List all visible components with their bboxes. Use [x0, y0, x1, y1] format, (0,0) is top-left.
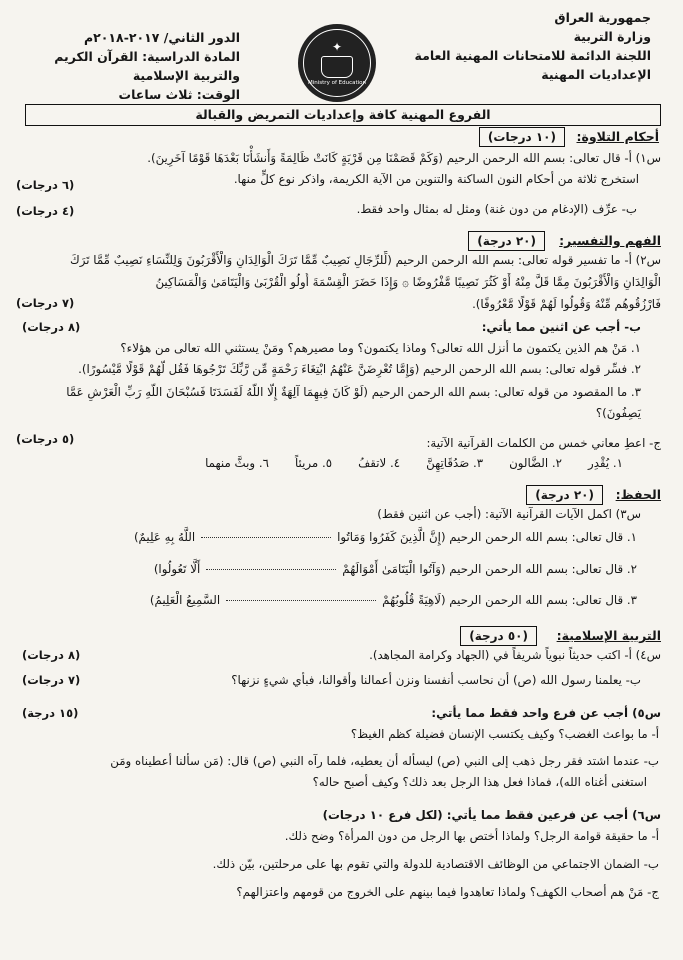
header-country: جمهورية العراق	[554, 10, 651, 25]
verse-completion-line	[154, 560, 637, 578]
question-text: س٥) أجب عن فرع واحد فقط مما يأتي:	[431, 706, 661, 720]
question-marks: (١٥ درجة)	[22, 706, 79, 720]
header-session: الدور الثاني/ ٢٠١٧-٢٠١٨م	[84, 30, 240, 45]
verse-start: ٢. قال تعالى: بسم الله الرحمن الرحيم (وَآتُوا الْيَتَامَىٰ أَمْوَالَهُمْ	[342, 562, 637, 576]
word-item: ٢. الضَّالون	[509, 456, 563, 470]
question-marks: (٧ درجات)	[22, 673, 81, 687]
verse-completion-line	[134, 528, 637, 546]
question-text: أ- ما بواعث الغضب؟ وكيف يكتسب الإنسان فضيلة كظم الغيظ؟	[350, 727, 659, 741]
header-time: الوقت: ثلاث ساعات	[118, 87, 240, 102]
question-text: س٣) اكمل الآيات القرآنية الآتية: (أجب عن اثنين فقط)	[377, 507, 641, 521]
section-title-tilawa: أحكام التلاوة:	[576, 129, 659, 144]
section-title-hifz: الحفظ:	[615, 487, 661, 502]
question-text: ج- مَنْ هم أصحاب الكهف؟ ولماذا تعاهدوا فيما بينهم على الخروج من قومهم واعتزالهم؟	[236, 885, 659, 899]
question-text: س٦) أجب عن فرعين فقط مما يأتي: (لكل فرع ١٠ درجات)	[322, 808, 661, 822]
question-marks: (٧ درجات)	[16, 296, 75, 310]
question-text: ب- عندما اشتد فقر رجل ذهب إلى النبي (ص) ليسأله أن يعطيه، فلما رآه النبي (ص) قال: (مَن سألنا أعطيناه ومَن	[110, 754, 659, 768]
question-text: الْوَالِدَانِ وَالْأَقْرَبُونَ مِمَّا قَلَّ مِنْهُ أَوْ كَثُرَ نَصِيبًا مَّفْرُوضًا ۞ وَإِذَا حَضَرَ الْقِسْمَةَ أُولُو الْقُرْبَىٰ وَالْيَتَامَىٰ وَالْمَسَاكِينُ	[155, 275, 661, 289]
question-text: ب- الضمان الاجتماعي من الوظائف الاقتصادية للدولة والتي تقوم بها على مرحلتين، بيّن ذلك.	[212, 857, 659, 871]
verse-start: ١. قال تعالى: بسم الله الرحمن الرحيم (إِنَّ الَّذِينَ كَفَرُوا وَمَاتُوا	[337, 530, 637, 544]
ministry-seal	[298, 24, 376, 102]
verse-completion-line	[150, 591, 637, 609]
section-marks-box: (٢٠ درجة)	[468, 231, 545, 251]
verse-start: ٣. قال تعالى: بسم الله الرحمن الرحيم (لَاهِيَةً قُلُوبُهُمْ	[382, 593, 637, 607]
question-text: ٣. ما المقصود من قوله تعالى: بسم الله الرحمن الرحيم (لَوْ كَانَ فِيهِمَا آلِهَةٌ إِلَّا اللَّهُ لَفَسَدَتَا فَسُبْحَانَ اللَّهِ رَبِّ الْعَرْشِ عَمَّا	[66, 385, 641, 399]
question-marks: (٨ درجات)	[22, 648, 81, 662]
question-text: س١) أ- قال تعالى: بسم الله الرحمن الرحيم (وَكَمْ قَصَمْنَا مِن قَرْيَةٍ كَانَتْ ظَالِمَةً وَأَنشَأْنَا بَعْدَهَا قَوْمًا آخَرِينَ).	[147, 151, 661, 165]
section-marks-box: (٥٠ درجة)	[460, 626, 537, 646]
question-text: ب- عرِّف (الإدغام من دون غنة) ومثل له بمثال واحد فقط.	[356, 202, 637, 216]
word-item: ٤. لاتقفُ	[358, 456, 401, 470]
question-text: س٤) أ- اكتب حديثاً نبوياً شريفاً في (الجهاد وكرامة المجاهد).	[369, 648, 661, 662]
word-item: ٣. صَدُقَاتِهِنَّ	[426, 456, 484, 470]
question-text: استخرج ثلاثة من أحكام النون الساكنة والتنوين من الآية الكريمة، واذكر نوع كلٍّ منها.	[233, 172, 639, 186]
header-ministry: وزارة التربية	[573, 29, 651, 44]
question-marks: (٥ درجات)	[16, 432, 75, 446]
verse-end: السَّمِيعُ الْعَلِيمُ)	[149, 593, 221, 607]
header-schools: الإعداديات المهنية	[541, 67, 651, 82]
blank-line	[206, 569, 336, 570]
section-marks-box: (٢٠ درجة)	[526, 485, 603, 505]
section-marks-box: (١٠ درجات)	[479, 127, 565, 147]
header-issuer	[391, 8, 651, 84]
seal-book-icon	[321, 56, 353, 78]
blank-line	[201, 537, 331, 538]
question-text: أ- ما حقيقة قوامة الرجل؟ ولماذا أختص بها الرجل من دون المرأة؟ وضح ذلك.	[284, 829, 659, 843]
question-text: يَصِفُونَ)؟	[595, 406, 641, 420]
verse-end: أَلَّا تَعُولُوا)	[153, 562, 201, 576]
seal-crest-icon: ✦	[331, 40, 343, 54]
header-subject-cont: والتربية الإسلامية	[132, 68, 240, 83]
word-item: ٦. وبثَّ منهما	[205, 456, 269, 470]
header-subject: المادة الدراسية: القرآن الكريم	[54, 49, 240, 64]
branches-banner: الفروع المهنية كافة وإعداديات التمريض والقبالة	[25, 104, 661, 126]
seal-text: Ministry of Education	[308, 80, 367, 86]
question-text: ٢. فسِّر قوله تعالى: بسم الله الرحمن الرحيم (وَإِمَّا تُعْرِضَنَّ عَنْهُمُ ابْتِغَاءَ رَحْمَةٍ مِّن رَّبِّكَ تَرْجُوهَا فَقُل لَّهُمْ قَوْلًا مَّيْسُورًا).	[78, 362, 641, 376]
question-marks: (٨ درجات)	[22, 320, 81, 334]
question-text: ج- اعطِ معاني خمس من الكلمات القرآنية الآتية:	[426, 436, 661, 450]
verse-end: اللَّهُ بِهِ عَلِيمٌ)	[133, 530, 196, 544]
question-text: ب- يعلمنا رسول الله (ص) أن نحاسب أنفسنا ونزن أعمالنا وأقوالنا، فبأي شيءٍ نزنها؟	[231, 673, 641, 687]
word-item: ١. يُقْدِر	[588, 456, 623, 470]
blank-line	[226, 600, 376, 601]
question-text: ١. مَنْ هم الذين يكتمون ما أنزل الله تعالى؟ وماذا يكتمون؟ وما مصيرهم؟ ومَنْ يستثني الله تعالى من هؤلاء؟	[120, 341, 641, 355]
question-text: استغنى أغناه الله)، فماذا فعل هذا الرجل بعد ذلك؟ وكيف أصبح حاله؟	[312, 775, 647, 789]
question-marks: (٤ درجات)	[16, 204, 75, 218]
question-marks: (٦ درجات)	[16, 178, 75, 192]
question-text: س٢) أ- ما تفسير قوله تعالى: بسم الله الرحمن الرحيم (لِّلرِّجَالِ نَصِيبٌ مِّمَّا تَرَكَ الْوَالِدَانِ وَالْأَقْرَبُونَ وَلِلنِّسَاءِ نَصِيبٌ مِّمَّا تَرَكَ	[70, 253, 661, 267]
header-exam-info	[30, 28, 240, 104]
question-text: فَارْزُقُوهُم مِّنْهُ وَقُولُوا لَهُمْ قَوْلًا مَّعْرُوفًا).	[472, 297, 661, 311]
word-list	[205, 454, 623, 472]
section-title-tafsir: الفهم والتفسير:	[559, 233, 661, 248]
question-text: ب- أجب عن اثنين مما يأتي:	[481, 320, 641, 334]
header-committee: اللجنة الدائمة للامتحانات المهنية العامة	[414, 48, 651, 63]
section-title-islamic: التربية الإسلامية:	[556, 628, 661, 643]
word-item: ٥. مريئاً	[294, 456, 333, 470]
